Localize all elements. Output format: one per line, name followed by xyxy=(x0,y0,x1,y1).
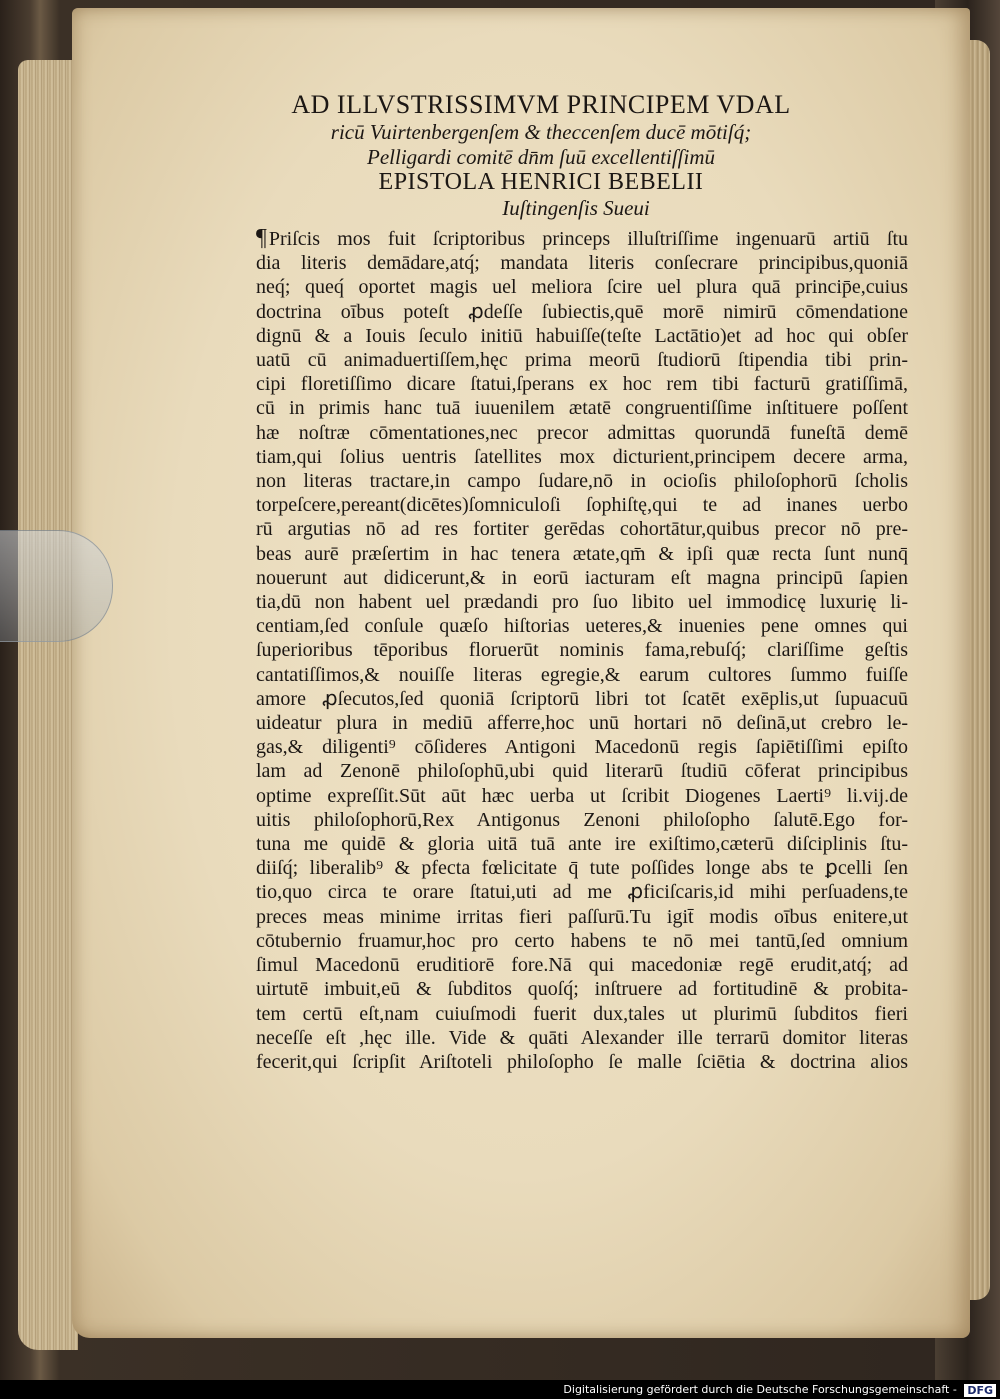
text-line: dignū & a Iouis ſeculo initiū habuiſſe(teſte Lactātio)et ad hoc qui obſer xyxy=(256,324,908,347)
heading-line-1: AD ILLVSTRISSIMVM PRINCIPEM VDAL xyxy=(291,90,791,119)
text-line-content: Priſcis mos fuit ſcriptoribus princeps illuſtriſſime ingenuarū artiū ſtu xyxy=(268,228,908,250)
text-line: tuna me quidē & gloria uitā tuā ante ire exiſtimo,cæterū diſciplinis ſtu- xyxy=(256,833,908,856)
text-line xyxy=(256,226,908,251)
text-line: fecerit,qui ſcripſit Ariſtoteli philoſopho ſe malle ſciētia & doctrina alios xyxy=(256,1050,908,1073)
heading-line-4: EPISTOLA HENRICI BEBELII xyxy=(378,169,704,195)
text-line: cipi floretiſſimo dicare ſtatui,ſperans ex hoc rem tibi facturū gratiſſimā, xyxy=(256,373,908,396)
text-line: ſuperioribus tēporibus floruerūt nominis fama,rebuſq́; clariſſime geſtis xyxy=(256,639,908,662)
dfg-logo: DFG xyxy=(964,1384,996,1397)
text-line: cantatiſſimos,& nouiſſe literas egregie,& earum cultores ſummo fuiſſe xyxy=(256,663,908,686)
text-line: non literas tractare,in campo ſudare,nō in ocioſis philoſophorū ſcholis xyxy=(256,470,908,493)
text-line: tio,quo circa te orare ſtatui,uti ad me ꝓficiſcaris,id mihi perſuadens,te xyxy=(256,881,908,904)
epistle-heading xyxy=(72,92,970,219)
text-line: diiſq́; liberalib⁹ & pfecta fœlicitate q̄ tute poſſides longe abs te ꝑcelli ſen xyxy=(256,857,908,880)
text-line: uirtutē imbuit,eū & ſubditos quoſq́; inſtruere ad fortitudinē & probita- xyxy=(256,978,908,1001)
text-line: doctrina oībus poteſt ꝓdeſſe ſubiectis,quē morē nimirū cōmendatione xyxy=(256,300,908,323)
pilcrow-icon: ¶ xyxy=(256,226,267,251)
text-line: preces meas minime irritas fieri paſſurū.Tu igit̄ modis oībus enitere,ut xyxy=(256,905,908,928)
digitization-footer xyxy=(0,1380,1000,1399)
epistle-body xyxy=(256,226,908,1074)
text-line: gas,& diligenti⁹ cōſideres Antigoni Macedonū regis ſapiētiſſimi epiſto xyxy=(256,736,908,759)
text-line: neceſſe eſt ,hęc ille. Vide & quāti Alexander ille terrarū domitor literas xyxy=(256,1026,908,1049)
text-line: uatū cū animaduertiſſem,hęc prima meorū ſtudiorū ſtipendia tibi prin- xyxy=(256,349,908,372)
heading-line-5: Iuſtingenſis Sueui xyxy=(502,196,650,220)
text-line: torpeſcere,pereant(dicētes)ſomniculoſi ſophiſtę,qui te ad inanes uerbo xyxy=(256,494,908,517)
text-line: nouerunt aut didicerunt,& in eorū iacturam eſt magna principū ſapien xyxy=(256,566,908,589)
text-line: neq́; queq́ oportet magis uel meliora ſcire uel plura quā princip̄e,cuius xyxy=(256,276,908,299)
text-line: hæ noſtræ cōmentationes,nec precor admittas quorundā funeſtā demē xyxy=(256,421,908,444)
text-line: centiam,ſed conſule quæſo hiſtorias ueteres,& inuenies pene omnes qui xyxy=(256,615,908,638)
text-line: uitis philoſophorū,Rex Antigonus Zenoni philoſopho ſalutē.Ego for- xyxy=(256,808,908,831)
heading-line-3: Pelligardi comitē dn̄m ſuū excellentiſſimū xyxy=(367,145,715,169)
text-line: rū argutias nō ad res fortiter gerēdas cohortātur,quibus precor nō pre- xyxy=(256,518,908,541)
text-line: uideatur plura in mediū afferre,hoc unū hortari nō deſinā,ut crebro le- xyxy=(256,712,908,735)
text-line: tia,dū non habent uel prædandi pro ſuo libito uel immodicę luxurię li- xyxy=(256,591,908,614)
text-line: lam ad Zenonē philoſophū,ubi quid literarū ſtudiū cōferat principibus xyxy=(256,760,908,783)
book-fore-edge-left xyxy=(18,60,78,1350)
text-line: cōtubernio fruamur,hoc pro certo habens te nō mei tantū,ſed omnium xyxy=(256,929,908,952)
text-line: optime expreſſit.Sūt aūt hæc uerba ut ſcribit Diogenes Laerti⁹ li.vij.de xyxy=(256,784,908,807)
text-line: tem certū eſt,nam cuiuſmodi fuerit dux,tales ut plurimū ſubditos fieri xyxy=(256,1002,908,1025)
text-line: amore ꝓſecutos,ſed quoniā ſcriptorū libri tot ſcatēt exēplis,ut ſupuacuū xyxy=(256,687,908,710)
footer-credit: Digitalisierung gefördert durch die Deutsche Forschungsgemeinschaft - xyxy=(563,1383,957,1396)
heading-line-2: ricū Vuirtenbergenſem & theccenſem ducē mōtiſq́; xyxy=(330,120,752,144)
text-line: beas aurē præſertim in hac tenera ætate,qm̄ & ipſi quæ recta ſunt nunq̄ xyxy=(256,542,908,565)
text-line: tiam,qui ſolius uentris ſatellites mox dicturient,principem decere arma, xyxy=(256,445,908,468)
text-line: ſimul Macedonū eruditiorē fore.Nā qui macedoniæ regē erudit,atq́; ad xyxy=(256,954,908,977)
page-clip xyxy=(0,530,113,642)
text-line: cū in primis hanc tuā iuuenilem ætatē congruentiſſime inſtituere poſſent xyxy=(256,397,908,420)
text-line: dia literis demādare,atq́; mandata literis conſecrare principibus,quoniā xyxy=(256,252,908,275)
